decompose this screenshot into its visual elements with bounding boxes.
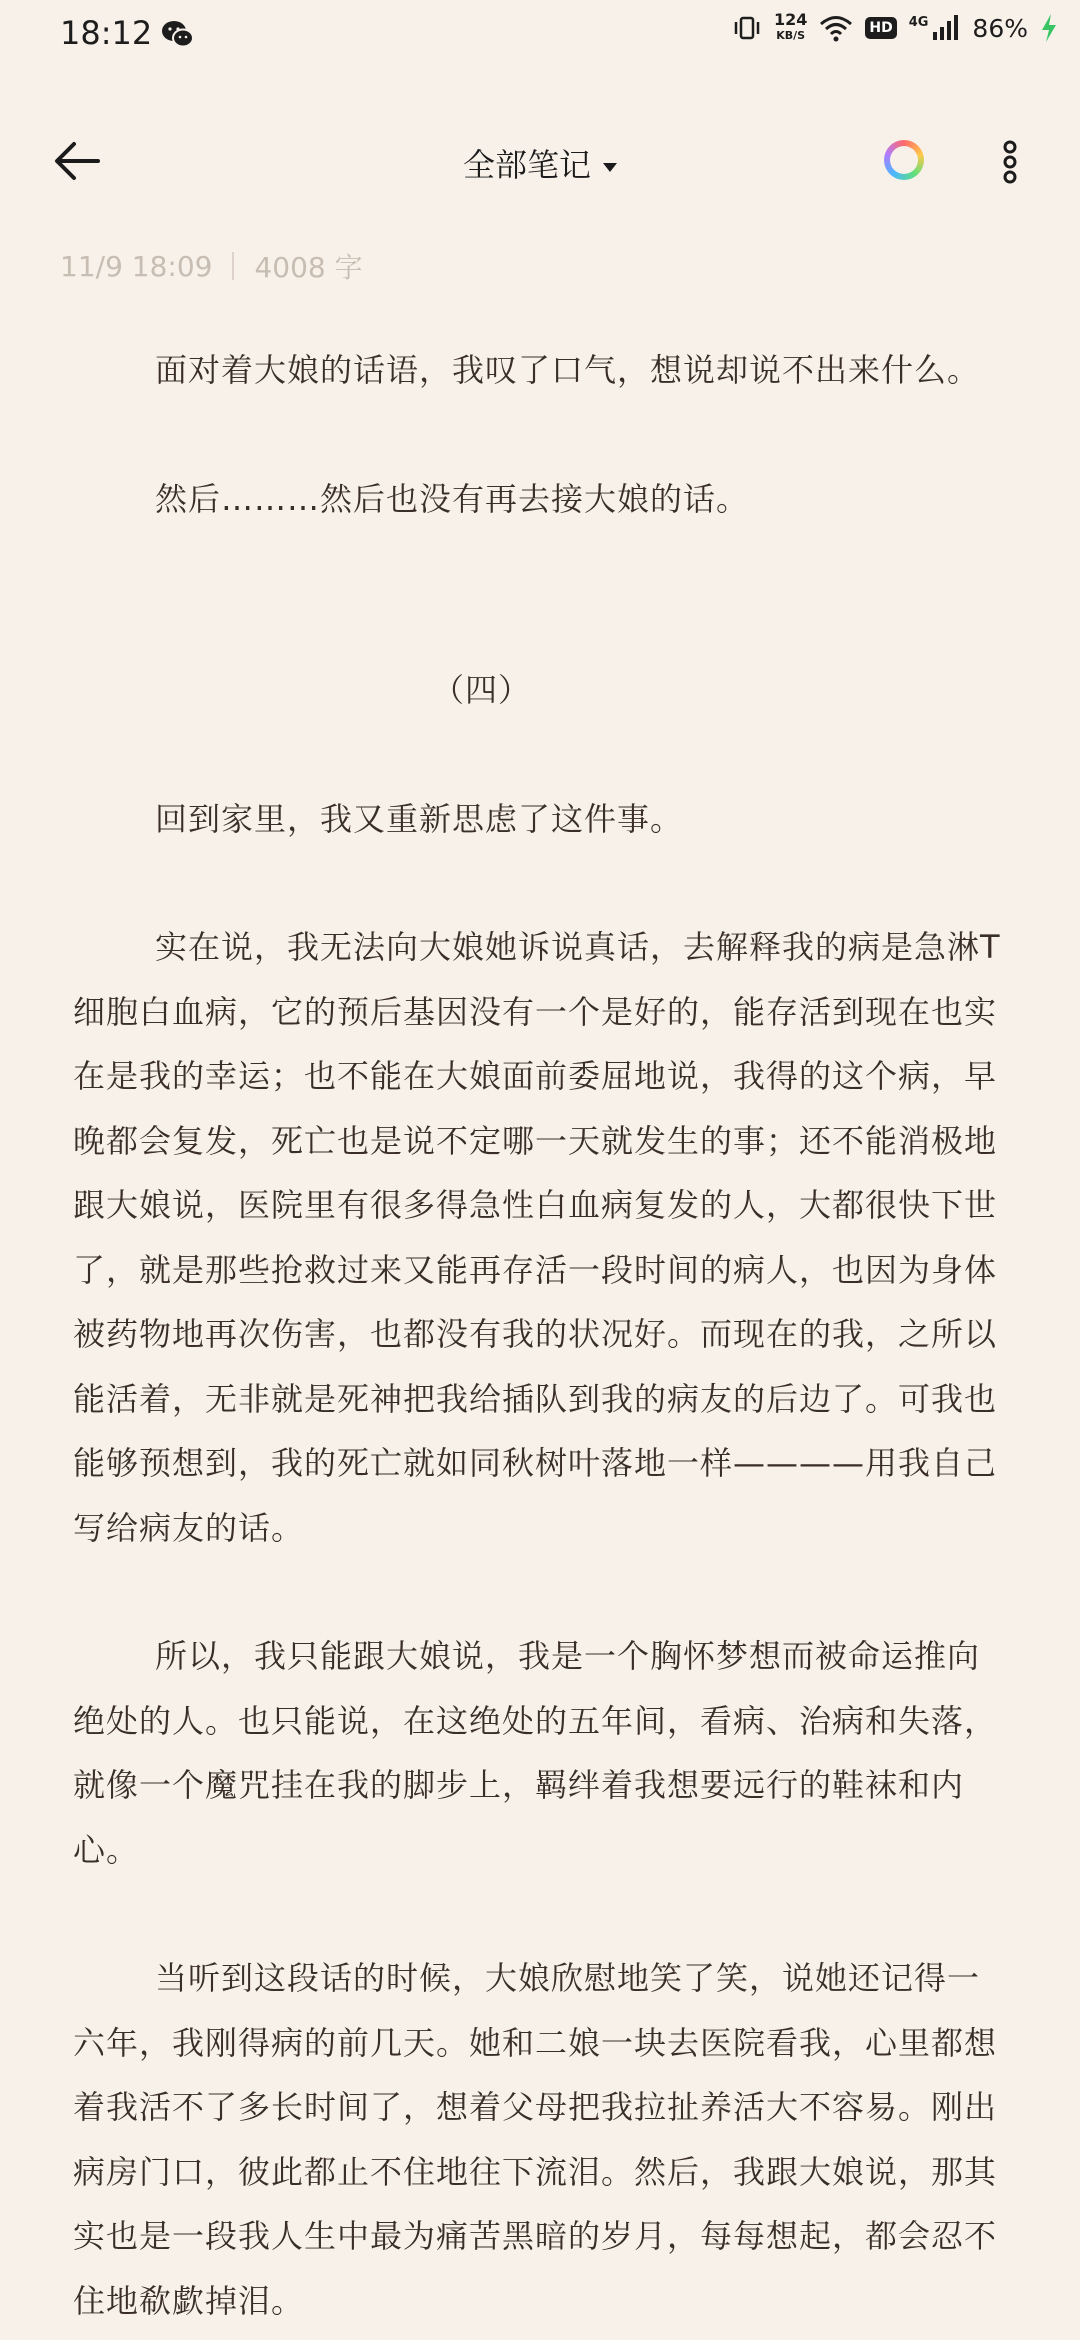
word-count: 4008 字 xyxy=(254,251,363,284)
paragraph: 面对着大娘的话语，我叹了口气，想说却说不出来什么。 xyxy=(155,351,981,389)
top-app-bar xyxy=(0,120,1080,200)
paragraph: 回到家里，我又重新思虑了这件事。 xyxy=(155,799,684,838)
paragraph: 实在说，我无法向大娘她诉说真话，去解释我的病是急淋T细胞白血病，它的预后基因没有一个是好的，能存活到现在也实在是我的幸运；也不能在大娘面前委屈地说，我得的这个病，早晚都会复发，死亡也是说不定哪一天就发生的事；还不能消极地跟大娘说，医院里有很多得急性白血病复发的人，大都很快下世了，就是那些抢救过来又能再存活一段时间的病人，也因为身体被药物地再次伤害，也都没有我的状况好。而现在的我，之所以能活着，无非就是死神把我给插队到我的病友的后边了。可我也能够预想到，我的死亡就如同秋树叶落地一样————用我自己写给病友的话。 xyxy=(73,928,1001,1547)
battery-level: 86% xyxy=(972,13,1028,43)
note-meta xyxy=(60,246,363,286)
speed-unit: KB/S xyxy=(776,29,806,42)
page-title: 全部笔记 xyxy=(462,146,591,184)
color-theme-icon[interactable] xyxy=(884,140,924,180)
meta-divider xyxy=(232,252,234,280)
network-speed xyxy=(774,12,807,44)
note-datetime: 11/9 18:09 xyxy=(60,249,213,283)
wechat-icon xyxy=(161,19,195,49)
caret-down-icon xyxy=(603,163,617,172)
speed-value: 124 xyxy=(773,10,808,29)
more-options-icon[interactable] xyxy=(998,140,1022,184)
status-bar xyxy=(0,0,1080,70)
wifi-icon xyxy=(819,14,853,42)
status-right xyxy=(732,12,1058,44)
section-heading: （四） xyxy=(431,671,531,709)
paragraph: 所以，我只能跟大娘说，我是一个胸怀梦想而被命运推向绝处的人。也只能说，在这绝处的五年间，看病、治病和失落，就像一个魔咒挂在我的脚步上，羁绊着我想要远行的鞋袜和内心。 xyxy=(73,1637,998,1869)
charging-icon xyxy=(1040,13,1058,43)
note-body[interactable] xyxy=(73,338,1010,2333)
paragraph: 当听到这段话的时候，大娘欣慰地笑了笑，说她还记得一六年，我刚得病的前几天。她和二娘一块去医院看我，心里都想着我活不了多长时间了，想着父母把我拉扯养活大不容易。刚出病房门口，彼此都止不住地往下流泪。然后，我跟大娘说，那其实也是一段我人生中最为痛苦黑暗的岁月，每每想起，都会忍不住地欷歔掉泪。 xyxy=(73,1959,998,2320)
network-type: 4G xyxy=(908,14,929,30)
paragraph: 然后………然后也没有再去接大娘的话。 xyxy=(155,479,750,518)
signal-icon xyxy=(932,14,960,42)
hd-badge: HD xyxy=(865,17,896,39)
vibrate-icon xyxy=(732,13,762,43)
status-time: 18:12 xyxy=(60,14,153,52)
